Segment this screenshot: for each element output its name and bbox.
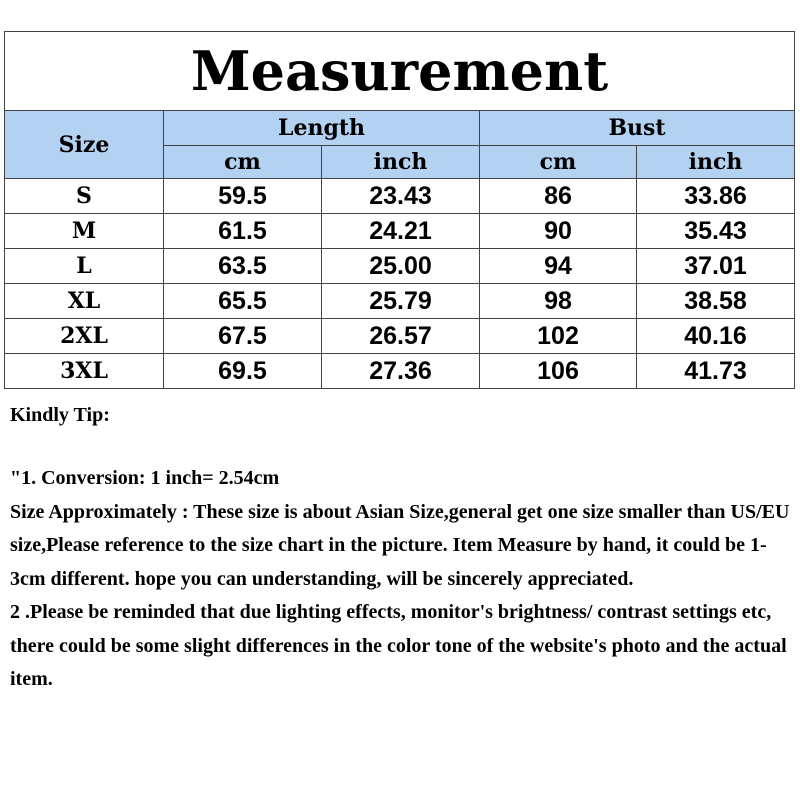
bust-inch: 40.16 — [637, 319, 795, 354]
length-cm: 65.5 — [164, 284, 322, 319]
spacer — [10, 430, 790, 462]
length-cm: 67.5 — [164, 319, 322, 354]
color-note: 2 .Please be reminded that due lighting effects, monitor's brightness/ contrast settings etc, there could be some slight differences in the color tone of the website's photo and the actual item. — [10, 601, 787, 690]
table-row — [5, 284, 795, 319]
size-table — [4, 31, 795, 389]
size-chart — [4, 31, 794, 389]
bust-cm: 90 — [480, 214, 637, 249]
size-approx-note: Size Approximately : These size is about Asian Size,general get one size smaller than US/EU size,Please reference to the size chart in the picture. Item Measure by hand, it could be 1-3cm different. hope you can understanding, will be sincerely appreciated. — [10, 500, 790, 590]
bust-inch: 41.73 — [637, 354, 795, 389]
bust-inch: 38.58 — [637, 284, 795, 319]
table-row — [5, 214, 795, 249]
header-size: Size — [5, 111, 164, 179]
length-inch: 24.21 — [322, 214, 480, 249]
length-inch: 25.79 — [322, 284, 480, 319]
length-inch: 25.00 — [322, 249, 480, 284]
size-label: L — [5, 249, 164, 284]
header-bust-cm: cm — [480, 146, 637, 179]
length-cm: 63.5 — [164, 249, 322, 284]
table-row — [5, 319, 795, 354]
table-row — [5, 354, 795, 389]
header-bust-inch: inch — [637, 146, 795, 179]
size-label: 3XL — [5, 354, 164, 389]
length-cm: 69.5 — [164, 354, 322, 389]
bust-inch: 33.86 — [637, 179, 795, 214]
size-label: S — [5, 179, 164, 214]
length-cm: 59.5 — [164, 179, 322, 214]
bust-cm: 94 — [480, 249, 637, 284]
header-length: Length — [164, 111, 480, 146]
length-cm: 61.5 — [164, 214, 322, 249]
bust-cm: 102 — [480, 319, 637, 354]
table-row — [5, 249, 795, 284]
size-label: XL — [5, 284, 164, 319]
notes-section — [10, 400, 790, 697]
bust-cm: 98 — [480, 284, 637, 319]
header-length-inch: inch — [322, 146, 480, 179]
table-row — [5, 179, 795, 214]
bust-cm: 86 — [480, 179, 637, 214]
size-label: 2XL — [5, 319, 164, 354]
bust-inch: 37.01 — [637, 249, 795, 284]
length-inch: 27.36 — [322, 354, 480, 389]
length-inch: 26.57 — [322, 319, 480, 354]
table-title: Measurement — [5, 32, 795, 111]
header-bust: Bust — [480, 111, 795, 146]
conversion-note: "1. Conversion: 1 inch= 2.54cm — [10, 467, 280, 489]
header-length-cm: cm — [164, 146, 322, 179]
size-label: M — [5, 214, 164, 249]
tip-label: Kindly Tip: — [10, 404, 110, 426]
bust-inch: 35.43 — [637, 214, 795, 249]
bust-cm: 106 — [480, 354, 637, 389]
length-inch: 23.43 — [322, 179, 480, 214]
